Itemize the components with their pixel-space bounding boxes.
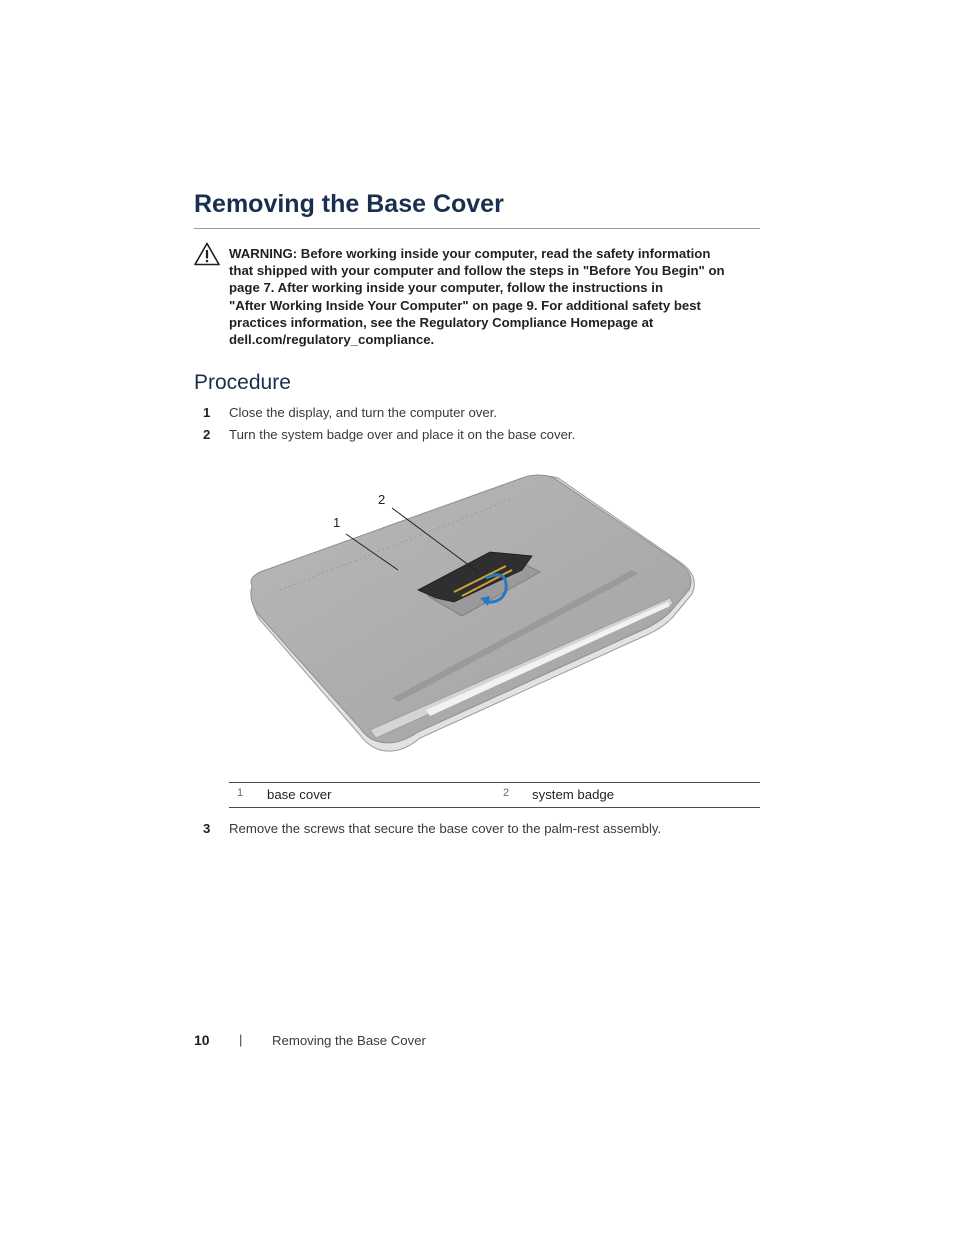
- figure-callout-1: 1: [333, 515, 341, 530]
- figure-legend: [229, 782, 760, 808]
- warning-line: "After Working Inside Your Computer" on page 9. For additional safety best: [229, 297, 701, 313]
- legend-label: base cover: [267, 787, 332, 802]
- step-number: 2: [203, 427, 211, 442]
- warning-line: page 7. After working inside your computer, follow the instructions in: [229, 280, 664, 296]
- step-text: Turn the system badge over and place it on the base cover.: [229, 427, 576, 442]
- figure-callout-2: 2: [378, 492, 386, 507]
- section-title-procedure: Procedure: [194, 371, 291, 394]
- step-number: 1: [203, 405, 211, 420]
- warning-line: that shipped with your computer and follow the steps in "Before You Begin" on: [229, 263, 725, 279]
- legend-label: system badge: [532, 787, 615, 802]
- page-number: 10: [194, 1032, 210, 1048]
- warning-triangle-icon: [194, 242, 220, 266]
- warning-line: WARNING: Before working inside your computer, read the safety information: [229, 246, 711, 261]
- page-title: Removing the Base Cover: [194, 190, 504, 218]
- warning-note: [229, 245, 759, 348]
- warning-line: dell.com/regulatory_compliance.: [229, 332, 435, 348]
- footer-separator: |: [239, 1032, 243, 1047]
- laptop-base-illustration: [240, 470, 710, 770]
- title-divider: [194, 228, 760, 229]
- legend-number: 1: [237, 787, 244, 799]
- legend-number: 2: [503, 787, 510, 799]
- footer-chapter-title: Removing the Base Cover: [272, 1033, 426, 1048]
- step-text: Close the display, and turn the computer over.: [229, 405, 498, 420]
- step-text: Remove the screws that secure the base cover to the palm-rest assembly.: [229, 821, 662, 836]
- warning-line: practices information, see the Regulatory Compliance Homepage at: [229, 314, 654, 330]
- step-number: 3: [203, 821, 211, 836]
